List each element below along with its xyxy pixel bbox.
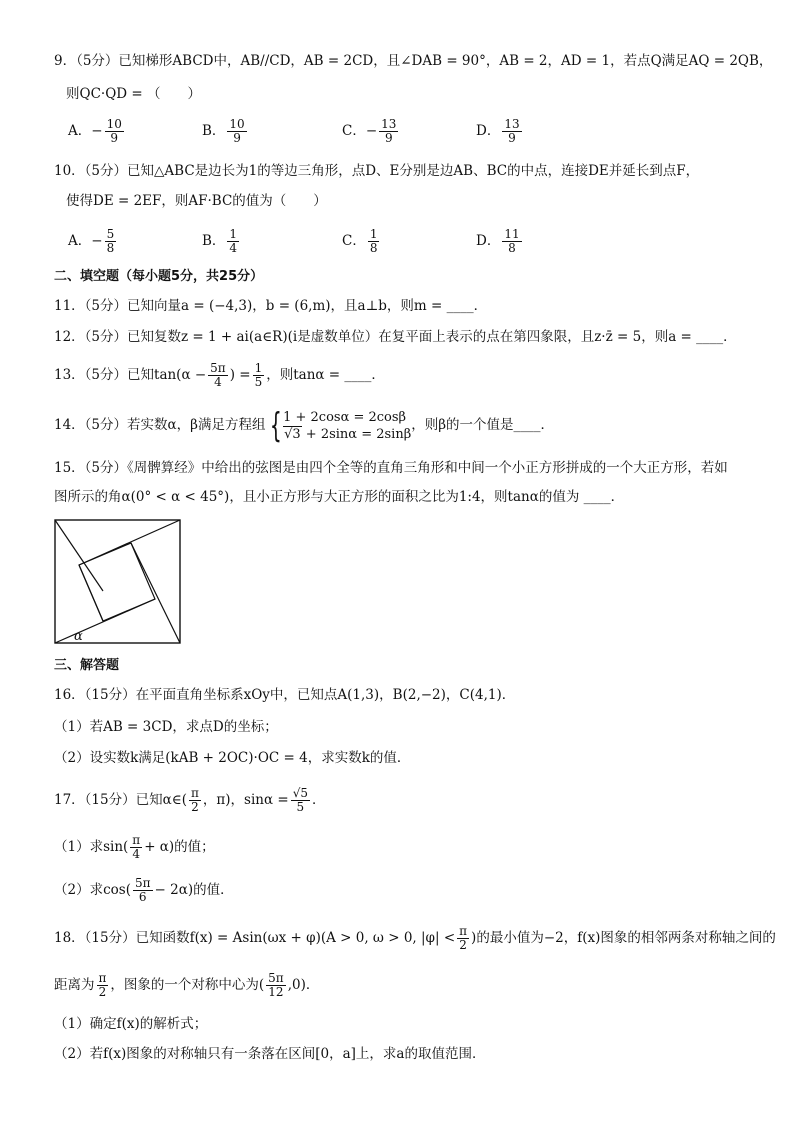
fraction: $\frac{13}{9}$ bbox=[381, 117, 397, 145]
fraction: $\frac{\pi}{2}$ bbox=[98, 971, 107, 999]
fraction: $\frac{5\pi}{12}$ bbox=[268, 971, 284, 999]
triangle-edge bbox=[131, 543, 180, 643]
q9-stem-line2: 则QC·QD = （ ） bbox=[66, 86, 201, 102]
q10-option-c[interactable]: C． $\frac{1}{8}$ bbox=[342, 227, 378, 255]
equation-system: { 1 + 2cosα = 2cosβ √3 + 2sinα = 2sinβ bbox=[270, 405, 412, 446]
q18-part1: （1）确定f(x)的解析式； bbox=[54, 1016, 208, 1032]
q9-option-a[interactable]: A．− $\frac{10}{9}$ bbox=[68, 117, 122, 145]
q10-option-d[interactable]: D． $\frac{11}{8}$ bbox=[476, 227, 520, 255]
fraction: $\frac{10}{9}$ bbox=[229, 117, 245, 145]
section-heading-fill-in: 二、填空题（每小题5分，共25分） bbox=[54, 269, 264, 284]
fraction: $\frac{11}{8}$ bbox=[504, 227, 520, 255]
q18-part2: （2）若f(x)图象的对称轴只有一条落在区间[0，a]上，求a的取值范围． bbox=[54, 1046, 486, 1062]
q15-stem-line1: 15．（5分）《周髀算经》中给出的弦图是由四个全等的直角三角形和中间一个小正方形拼成的一个大正方形，若如 bbox=[54, 460, 728, 476]
q16-part1: （1）若AB = 3CD，求点D的坐标； bbox=[54, 719, 278, 735]
q14-stem: 14．（5分）若实数α，β满足方程组 { 1 + 2cosα = 2cosβ √3 + 2sinα = 2sinβ ，则β的一个值是____． bbox=[54, 405, 555, 446]
string-diagram-figure bbox=[54, 519, 182, 645]
q9-stem-line1: 9．（5分）已知梯形ABCD中，AB//CD，AB = 2CD，且∠DAB = 90°，AB = 2，AD = 1，若点Q满足AQ = 2QB， bbox=[54, 53, 773, 69]
q10-stem-line2: 使得DE = 2EF，则AF·BC的值为（ ） bbox=[66, 193, 327, 209]
q9-option-d[interactable]: D． $\frac{13}{9}$ bbox=[476, 117, 520, 145]
q10-option-b[interactable]: B． $\frac{1}{4}$ bbox=[202, 227, 238, 255]
fraction: $\frac{\pi}{2}$ bbox=[190, 786, 199, 814]
q9-option-b[interactable]: B． $\frac{10}{9}$ bbox=[202, 117, 245, 145]
outer-square bbox=[55, 520, 180, 643]
q17-part1: （1）求sin( $\frac{\pi}{4}$ + α)的值； bbox=[54, 833, 215, 861]
alpha-label: α bbox=[74, 629, 83, 644]
q10-option-a[interactable]: A．− $\frac{5}{8}$ bbox=[68, 227, 115, 255]
triangle-edge bbox=[55, 520, 103, 591]
q15-stem-line2: 图所示的角α(0° < α < 45°)，且小正方形与大正方形的面积之比为1:4，则tanα的值为 ____． bbox=[54, 489, 625, 505]
q18-stem-line1: 18．（15分）已知函数f(x) = Asin(ωx + φ)(A > 0, ω > 0, |φ| < $\frac{\pi}{2}$ )的最小值为−2，f(x)图象的相邻两条对称轴之间的 bbox=[54, 924, 776, 952]
fraction: $\frac{√5}{5}$ bbox=[292, 786, 308, 814]
fraction: $\frac{5}{8}$ bbox=[106, 227, 115, 255]
q10-stem-line1: 10．（5分）已知△ABC是边长为1的等边三角形，点D、E分别是边AB、BC的中点，连接DE并延长到点F， bbox=[54, 163, 700, 179]
brace-icon: { bbox=[270, 405, 283, 446]
q18-stem-line2: 距离为 $\frac{\pi}{2}$ ，图象的一个对称中心为( $\frac{5\pi}{12}$ ,0)． bbox=[54, 971, 320, 999]
q16-part2: （2）设实数k满足(kAB + 2OC)·OC = 4，求实数k的值． bbox=[54, 750, 411, 766]
fraction: $\frac{1}{4}$ bbox=[229, 227, 238, 255]
q12-stem: 12．（5分）已知复数z = 1 + ai(a∈R)(i是虚数单位）在复平面上表示的点在第四象限，且z·z̄ = 5，则a = ____． bbox=[54, 329, 737, 345]
q13-stem: 13．（5分）已知tan(α − $\frac{5\pi}{4}$ ) = $\frac{1}{5}$ ，则tanα = ____． bbox=[54, 361, 385, 389]
q11-stem: 11．（5分）已知向量a = (−4,3)，b = (6,m)，且a⊥b，则m = ____． bbox=[54, 298, 488, 314]
fraction: $\frac{5\pi}{6}$ bbox=[134, 876, 151, 904]
fraction: $\frac{13}{9}$ bbox=[504, 117, 520, 145]
inner-square bbox=[79, 543, 155, 621]
section-heading-solutions: 三、解答题 bbox=[54, 658, 120, 673]
fraction: $\frac{\pi}{4}$ bbox=[132, 833, 141, 861]
fraction: $\frac{5\pi}{4}$ bbox=[210, 361, 226, 389]
q17-stem: 17．（15分）已知α∈( $\frac{\pi}{2}$ ，π)，sinα = $\frac{√5}{5}$ ． bbox=[54, 786, 326, 814]
q17-part2: （2）求cos( $\frac{5\pi}{6}$ − 2α)的值． bbox=[54, 876, 234, 904]
fraction: $\frac{1}{8}$ bbox=[369, 227, 378, 255]
fraction: $\frac{\pi}{2}$ bbox=[459, 924, 468, 952]
q16-stem-line1: 16．（15分）在平面直角坐标系xOy中，已知点A(1,3)，B(2,−2)，C(4,1)． bbox=[54, 687, 516, 703]
fraction: $\frac{10}{9}$ bbox=[106, 117, 122, 145]
q9-option-c[interactable]: C．− $\frac{13}{9}$ bbox=[342, 117, 397, 145]
fraction: $\frac{1}{5}$ bbox=[254, 361, 263, 389]
